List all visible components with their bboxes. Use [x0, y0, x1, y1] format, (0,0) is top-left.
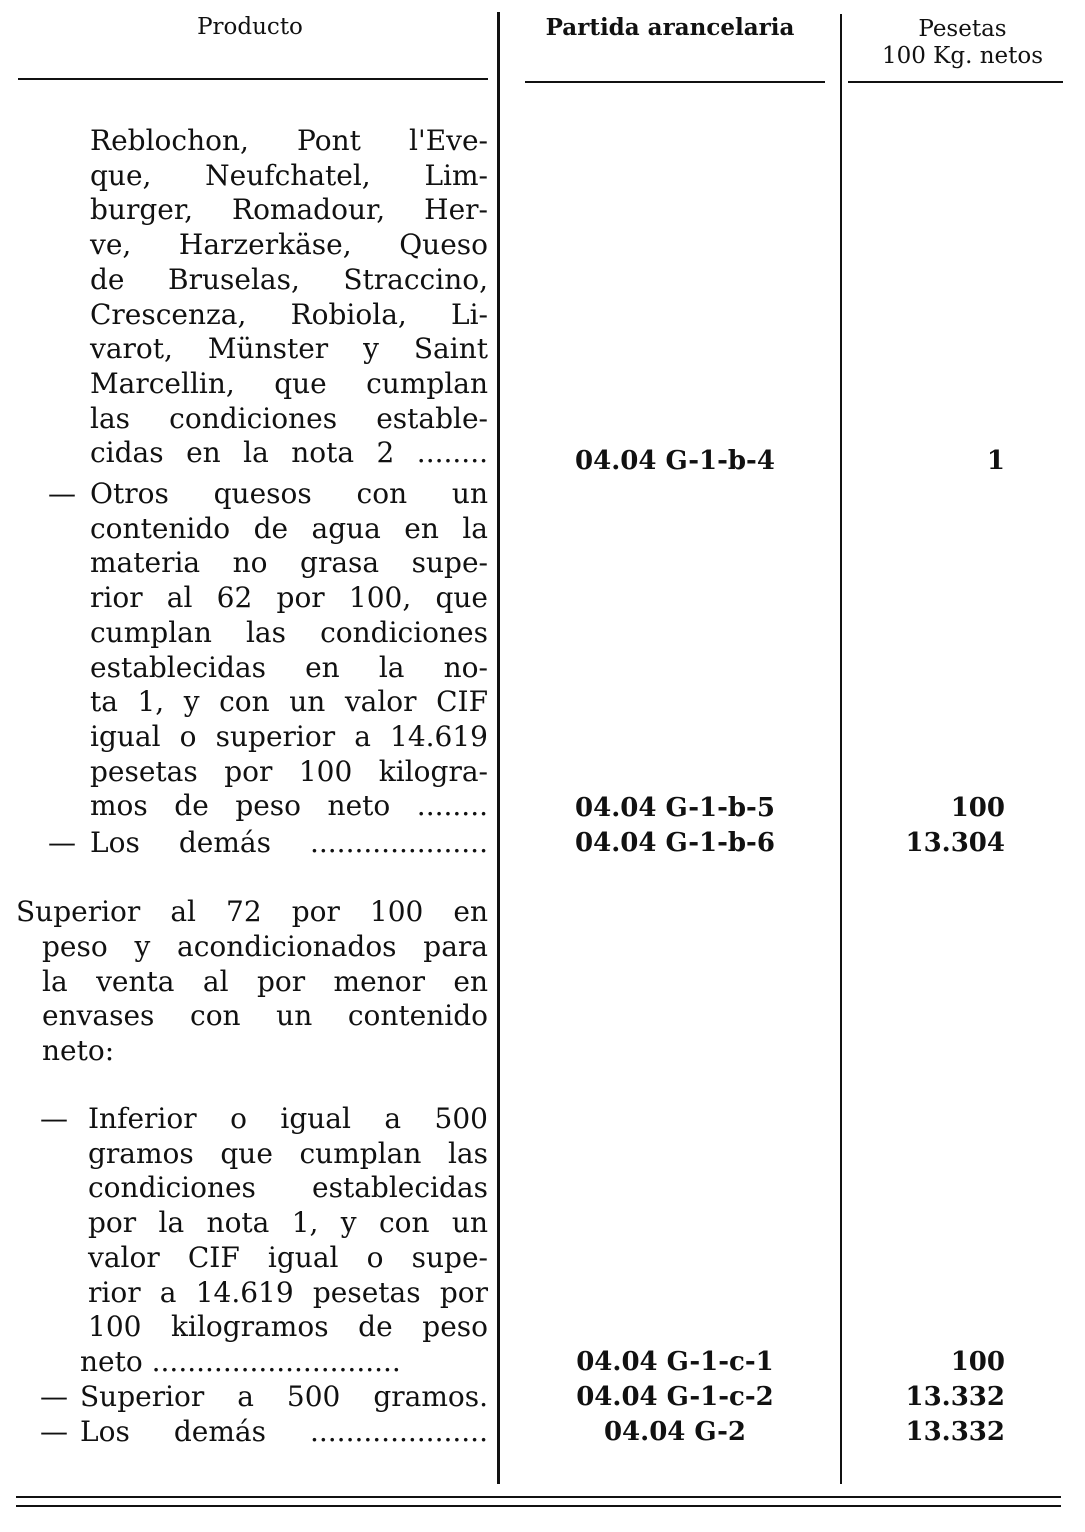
- text-line: neto:: [42, 1034, 115, 1067]
- text-line: condiciones establecidas: [88, 1171, 488, 1205]
- producto-block-3: [90, 826, 488, 861]
- partida-code: 04.04 G-1-b-6: [575, 828, 775, 858]
- text-line: cidas en la nota 2 ........: [90, 436, 488, 470]
- text-line: Reblochon, Pont l'Eve-: [90, 124, 488, 157]
- column-divider-2: [840, 14, 842, 1484]
- text-line: rior a 14.619 pesetas por: [88, 1275, 488, 1309]
- text-line: Superior a 500 gramos.: [80, 1380, 488, 1413]
- text-line: igual o superior a 14.619: [90, 719, 488, 753]
- dash-marker: —: [40, 1380, 68, 1413]
- text-line: Superior al 72 por 100 en: [16, 895, 488, 928]
- text-line: Crescenza, Robiola, Li-: [90, 297, 488, 331]
- text-line: cumplan las condiciones: [90, 615, 488, 649]
- text-line: 100 kilogramos de peso: [88, 1310, 488, 1344]
- producto-block-2: [90, 477, 488, 824]
- header-pesetas: [850, 16, 1075, 70]
- pesetas-value: 1: [986, 446, 1005, 476]
- text-line: por la nota 1, y con un: [88, 1206, 488, 1240]
- header-rule-right: [848, 81, 1063, 83]
- partida-code: 04.04 G-1-c-2: [576, 1382, 774, 1412]
- text-line: ta 1, y con un valor CIF: [90, 685, 488, 719]
- dash-marker: —: [48, 826, 76, 859]
- text-line: varot, Münster y Saint: [90, 332, 488, 366]
- text-line: Los demás ....................: [80, 1415, 488, 1448]
- text-line: Inferior o igual a 500: [88, 1102, 488, 1135]
- text-line: materia no grasa supe-: [90, 546, 488, 580]
- partida-code: 04.04 G-2: [603, 1417, 747, 1447]
- dash-marker: —: [40, 1102, 68, 1135]
- pesetas-value: 13.332: [905, 1417, 1005, 1447]
- dash-marker: —: [48, 477, 76, 510]
- text-line: Los demás ....................: [90, 826, 488, 859]
- producto-block-4-cont: [42, 930, 488, 1034]
- header-pesetas-line2: 100 Kg. netos: [881, 43, 1044, 69]
- partida-code: 04.04 G-1-c-1: [576, 1347, 774, 1377]
- pesetas-value: 100: [950, 793, 1005, 823]
- pesetas-value: 13.304: [905, 828, 1005, 858]
- header-pesetas-line1: Pesetas: [918, 16, 1007, 42]
- text-line: Marcellin, que cumplan: [90, 366, 488, 400]
- pesetas-value: 100: [950, 1347, 1005, 1377]
- text-line: Otros quesos con un: [90, 477, 488, 510]
- dash-marker: —: [40, 1415, 68, 1448]
- producto-block-5: [88, 1102, 488, 1345]
- producto-block-1: [90, 124, 488, 471]
- text-line: establecidas en la no-: [90, 650, 488, 684]
- text-line: gramos que cumplan las: [88, 1136, 488, 1170]
- text-line: ve, Harzerkäse, Queso: [90, 228, 488, 262]
- text-line: neto ............................: [80, 1345, 401, 1378]
- header-rule-left: [18, 78, 488, 80]
- column-divider-1: [497, 12, 500, 1484]
- text-line: contenido de agua en la: [90, 511, 488, 545]
- text-line: valor CIF igual o supe-: [88, 1240, 488, 1274]
- header-rule-mid: [525, 81, 825, 83]
- text-line: que, Neufchatel, Lim-: [90, 158, 488, 192]
- text-line: envases con un contenido: [42, 999, 488, 1033]
- producto-block-7: [80, 1415, 488, 1450]
- text-line: mos de peso neto ........: [90, 789, 488, 823]
- partida-code: 04.04 G-1-b-4: [575, 446, 775, 476]
- footer-rule-bottom: [16, 1505, 1061, 1507]
- text-line: las condiciones estable-: [90, 401, 488, 435]
- text-line: la venta al por menor en: [42, 964, 488, 998]
- producto-block-4: [16, 895, 488, 930]
- producto-block-6: [80, 1380, 488, 1415]
- text-line: pesetas por 100 kilogra-: [90, 754, 488, 788]
- partida-code: 04.04 G-1-b-5: [575, 793, 775, 823]
- header-producto: Producto: [197, 14, 303, 40]
- text-line: burger, Romadour, Her-: [90, 193, 488, 227]
- pesetas-value: 13.332: [905, 1382, 1005, 1412]
- text-line: de Bruselas, Straccino,: [90, 262, 488, 296]
- text-line: rior al 62 por 100, que: [90, 581, 488, 615]
- footer-rule-top: [16, 1496, 1061, 1498]
- text-line: peso y acondicionados para: [42, 930, 488, 963]
- header-partida-arancelaria: Partida arancelaria: [545, 14, 795, 41]
